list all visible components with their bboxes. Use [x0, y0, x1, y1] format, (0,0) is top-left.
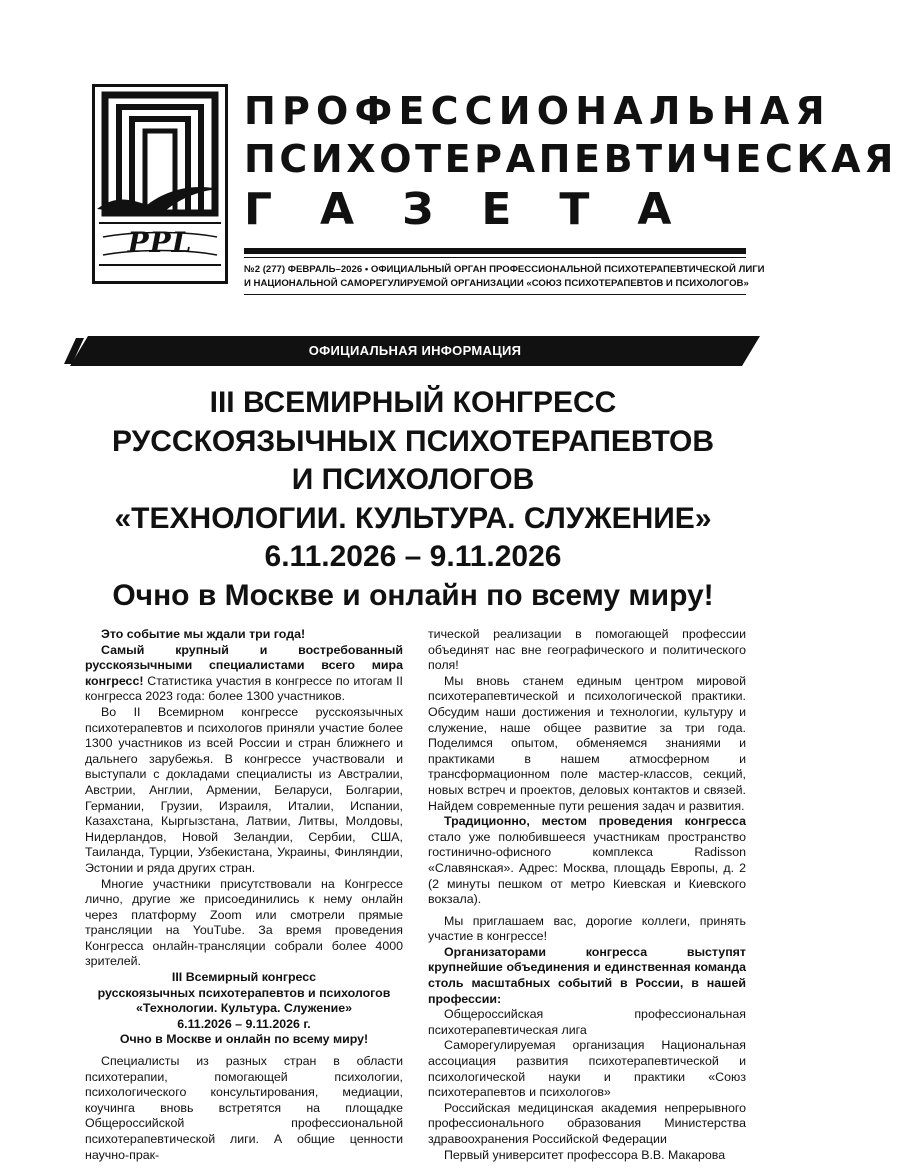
issue-info-line-2: И НАЦИОНАЛЬНОЙ САМОРЕГУЛИРУЕМОЙ ОРГАНИЗАЦИИ «СОЮЗ ПСИХОТЕРАПЕВТОВ И ПСИХОЛОГОВ»	[244, 278, 749, 289]
centered-heading: «Технологии. Культура. Служение»	[136, 1001, 352, 1016]
newspaper-logo	[92, 84, 228, 284]
masthead-rule-thin	[244, 257, 746, 258]
paragraph-text: Статистика участия в конгрессе по итогам II конгресса 2023 года: более 1300 участников.	[85, 673, 403, 704]
masthead-title-line-1: ПРОФЕССИОНАЛЬНАЯ	[244, 89, 831, 133]
headline-line-4: «ТЕХНОЛОГИИ. КУЛЬТУРА. СЛУЖЕНИЕ»	[114, 501, 712, 535]
centered-heading: Очно в Москве и онлайн по всему миру!	[119, 1032, 369, 1047]
lead-bold: Организаторами конгресса выступят крупнейшие объединения и единственная команда столь масштабных событий в России, в нашей профессии:	[428, 944, 746, 1006]
article-column-left	[85, 627, 403, 1163]
paragraph	[428, 814, 746, 908]
headline-line-3: И ПСИХОЛОГОВ	[291, 463, 535, 496]
headline-dates: 6.11.2026 – 9.11.2026	[264, 540, 562, 573]
lead-bold: Традиционно, местом проведения конгресса	[444, 814, 746, 829]
logo-lettering: PPL	[127, 226, 193, 259]
headline-line-1: III ВСЕМИРНЫЙ КОНГРЕСС	[209, 386, 617, 419]
paragraph: тической реализации в помогающей профессии объединят нас вне географического и политического поля!	[428, 627, 746, 673]
paragraph: Во II Всемирном конгрессе русскоязычных психотерапевтов и психологов приняли участие более 1300 участников из всей России и стран ближнего и дальнего зарубежья. В конгрессе участвовали и выступали с докладами специалисты из Австралии, Австрии, Англии, Армении, Беларуси, Болгарии, Германии, Грузии, Израиля, Италии, Испании, Казахстана, Кыргызстана, Латвии, Литвы, Молдовы, Нидерландов, Новой Зеландии, Сербии, США, Таиланда, Турции, Узбекистана, Украины, Финляндии, Эстонии и ряда других стран.	[85, 704, 403, 875]
paragraph-text: стало уже полюбившееся участникам пространство гостинично-офисного комплекса Radisson «Славянская». Адрес: Москва, площадь Европы, д. 2 (2 минуты пешком от метро Киевская и Киевского вокзала).	[428, 829, 746, 907]
paragraph	[85, 643, 403, 705]
masthead-rule-top	[244, 248, 746, 254]
masthead-rule-bottom	[244, 294, 746, 295]
lead-bold: Самый крупный и востребованный русскоязычными специалистами всего мира конгресс!	[85, 642, 403, 688]
paragraph: Мы вновь станем единым центром мировой психотерапевтической и психологической практики. Обсудим наши достижения и технологии, культуру и служение, наше общее развитие за три года. Поделимся опытом, обменяемся знаниями и практиками в нашем атмосферном и трансформационном поле мастер-классов, секций, новых встреч и проектов, деловых контактов и связей. Найдем современные пути решения задач и развития.	[428, 673, 746, 813]
lead-bold: Это событие мы ждали три года!	[101, 627, 306, 641]
headline-tagline: Очно в Москве и онлайн по всему миру!	[112, 578, 714, 612]
centered-heading: 6.11.2026 – 9.11.2026 г.	[177, 1016, 311, 1031]
section-banner-label: ОФИЦИАЛЬНАЯ ИНФОРМАЦИЯ	[308, 343, 522, 358]
centered-heading: русскоязычных психотерапевтов и психологов	[97, 985, 391, 1000]
paragraph: Многие участники присутствовали на Конгрессе лично, другие же присоединились к нему онлайн через платформу Zoom или смотрели прямые трансляции на YouTube. За время проведения Конгресса онлайн-трансляции собрали более 4000 зрителей.	[85, 876, 403, 969]
paragraph	[428, 945, 746, 1007]
masthead-title-line-3: ГАЗЕТА	[244, 184, 720, 235]
paragraph: Саморегулируемая организация Национальная ассоциация развития психотерапевтической и психологической науки и практики «Союз психотерапевтов и психологов»	[428, 1038, 746, 1100]
paragraph: Первый университет профессора В.В. Макарова	[444, 1147, 726, 1162]
paragraph	[85, 627, 403, 643]
paragraph: Специалисты из разных стран в области психотерапии, помогающей психологии, психологического консультирования, медиации, коучинга вновь встретятся на площадке Общероссийской профессиональной психотерапевтической лиги. А общие ценности научно-прак-	[85, 1054, 403, 1162]
paragraph: Мы приглашаем вас, дорогие коллеги, принять участие в конгрессе!	[428, 913, 746, 944]
issue-info-line-1: №2 (277) ФЕВРАЛЬ–2026 • ОФИЦИАЛЬНЫЙ ОРГАН ПРОФЕССИОНАЛЬНОЙ ПСИХОТЕРАПЕВТИЧЕСКОЙ ЛИГИ	[244, 264, 765, 275]
article-headline	[40, 384, 786, 615]
headline-line-2: РУССКОЯЗЫЧНЫХ ПСИХОТЕРАПЕВТОВ	[111, 424, 715, 458]
centered-heading: III Всемирный конгресс	[171, 970, 317, 985]
paragraph: Российская медицинская академия непрерывного профессионального образования Министерства здравоохранения Российской Федерации	[428, 1100, 746, 1146]
paragraph: Общероссийская профессиональная психотерапевтическая лига	[428, 1007, 746, 1037]
article-column-right	[428, 627, 746, 1163]
masthead-title-line-2: ПСИХОТЕРАПЕВТИЧЕСКАЯ	[244, 137, 897, 181]
